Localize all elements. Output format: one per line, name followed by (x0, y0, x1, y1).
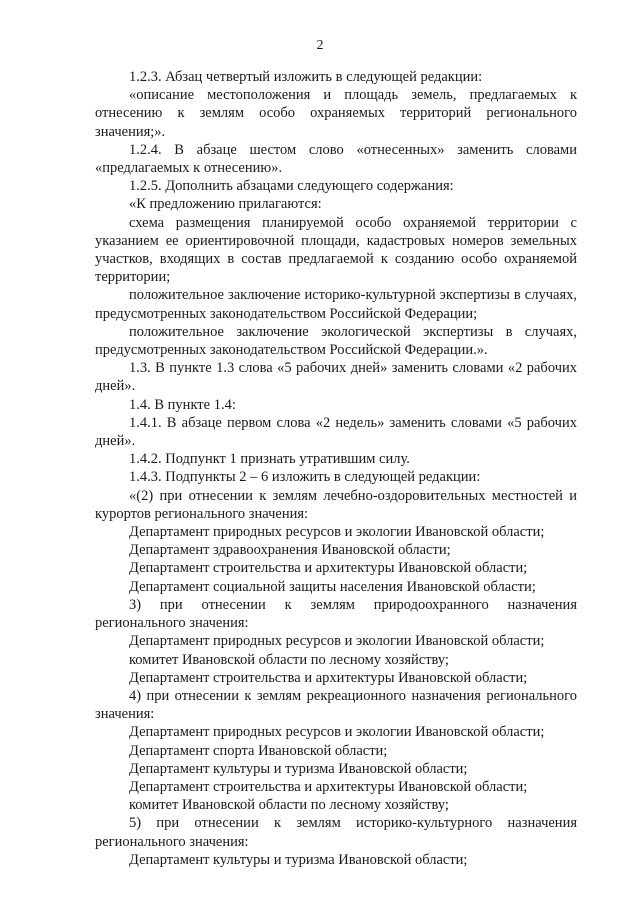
paragraph: Департамент природных ресурсов и экологии Ивановской области; (129, 524, 545, 541)
document-body (95, 68, 577, 869)
paragraph: Департамент спорта Ивановской области; (129, 742, 388, 759)
paragraph: 3) при отнесении к землям природоохранного назначения регионального значения: (95, 596, 577, 632)
paragraph: Департамент природных ресурсов и экологии Ивановской области; (129, 633, 545, 650)
paragraph: «описание местоположения и площадь земель, предлагаемых к отнесению к землям особо охраняемых территорий регионального значения;». (95, 87, 577, 140)
paragraph: 1.4.3. Подпункты 2 – 6 изложить в следующей редакции: (129, 469, 481, 486)
paragraph: 1.4.1. В абзаце первом слова «2 недель» заменить словами «5 рабочих дней». (95, 414, 577, 450)
paragraph: положительное заключение экологической экспертизы в случаях, предусмотренных законодательством Российской Федерации.». (95, 323, 577, 359)
paragraph: Департамент природных ресурсов и экологии Ивановской области; (129, 724, 545, 741)
paragraph: 4) при отнесении к землям рекреационного назначения регионального значения: (95, 687, 577, 723)
paragraph: 5) при отнесении к землям историко-культурного назначения регионального значения: (95, 815, 577, 850)
paragraph: Департамент строительства и архитектуры Ивановской области; (129, 778, 528, 795)
paragraph: Департамент культуры и туризма Ивановской области; (129, 851, 468, 868)
page-number: 2 (316, 38, 324, 53)
paragraph: Департамент строительства и архитектуры Ивановской области; (129, 560, 528, 577)
paragraph: «(2) при отнесении к землям лечебно-оздоровительных местностей и курортов регионального значения: (95, 487, 577, 522)
paragraph: комитет Ивановской области по лесному хозяйству; (129, 797, 449, 814)
paragraph: 1.3. В пункте 1.3 слова «5 рабочих дней» заменить словами «2 рабочих дней». (95, 360, 577, 395)
paragraph: 1.4. В пункте 1.4: (129, 396, 236, 413)
paragraph: положительное заключение историко-культурной экспертизы в случаях, предусмотренных законодательством Российской Федерации; (95, 287, 577, 322)
paragraph: 1.4.2. Подпункт 1 признать утратившим силу. (129, 451, 410, 468)
paragraph: 1.2.5. Дополнить абзацами следующего содержания: (129, 178, 454, 195)
paragraph: «К предложению прилагаются: (129, 196, 322, 213)
paragraph: 1.2.3. Абзац четвертый изложить в следующей редакции: (129, 69, 483, 85)
paragraph: Департамент строительства и архитектуры Ивановской области; (129, 669, 528, 686)
paragraph: схема размещения планируемой особо охраняемой территории с указанием ее ориентировочной площади, кадастровых номеров земельных участков, входящих в состав предлагаемой к созданию особо охраняемой территории; (95, 214, 577, 286)
paragraph: Департамент здравоохранения Ивановской области; (129, 542, 451, 559)
paragraph: 1.2.4. В абзаце шестом слово «отнесенных» заменить словами «предлагаемых к отнесению». (95, 141, 577, 177)
paragraph: комитет Ивановской области по лесному хозяйству; (129, 651, 449, 668)
paragraph: Департамент культуры и туризма Ивановской области; (129, 760, 468, 777)
paragraph: Департамент социальной защиты населения Ивановской области; (129, 578, 536, 595)
